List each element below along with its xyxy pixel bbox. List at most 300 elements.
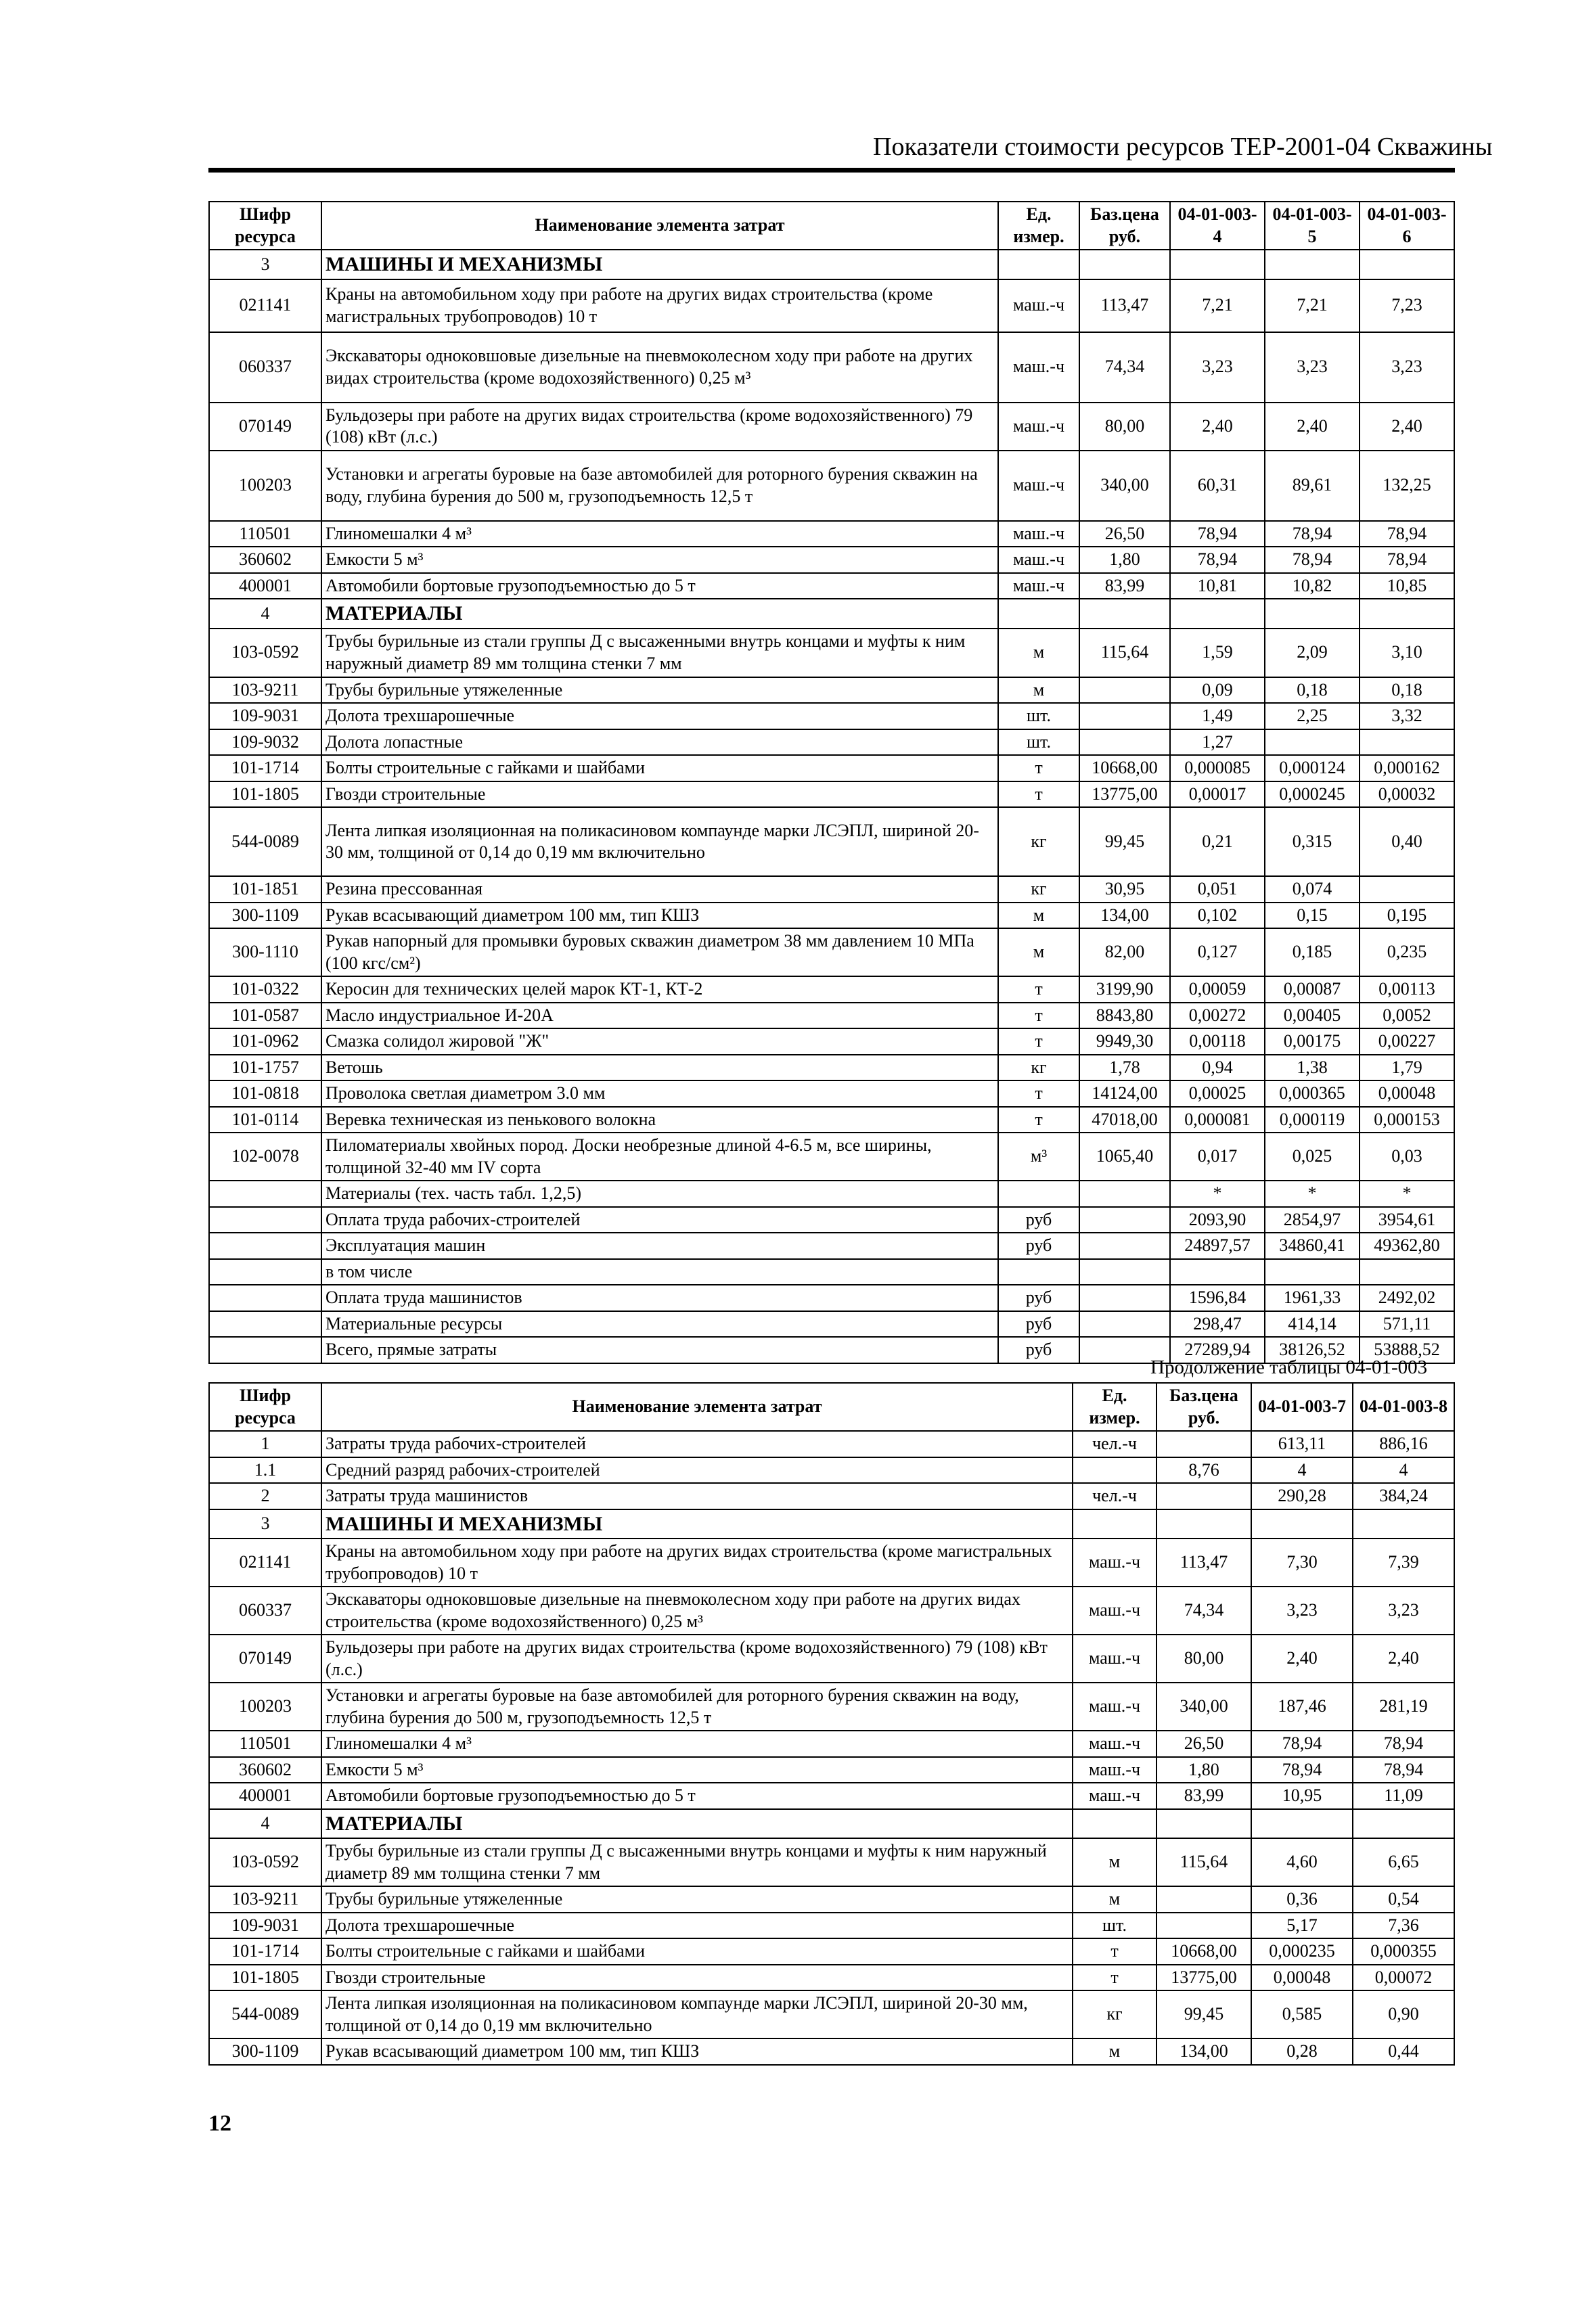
value-cell: 0,18 (1265, 677, 1360, 704)
value-cell: 1,78 (1079, 1055, 1170, 1081)
value-cell: 2,40 (1265, 403, 1360, 451)
value-cell: руб (998, 1337, 1079, 1363)
value-cell: м (1073, 1886, 1156, 1913)
table-row (209, 1483, 1454, 1509)
resource-code-cell: 109-9031 (209, 703, 321, 729)
cost-item-name-cell: Установки и агрегаты буровые на базе автомобилей для роторного бурения скважин на воду, глубина бурения до 500 м, грузоподъемность 12,5 т (321, 451, 998, 521)
value-cell: 3,23 (1360, 332, 1454, 403)
value-cell: кг (998, 876, 1079, 903)
cost-item-name-cell: Автомобили бортовые грузоподъемностью до 5 т (321, 1783, 1073, 1809)
resource-code-cell: 103-0592 (209, 1838, 321, 1886)
value-cell: 0,00175 (1265, 1028, 1360, 1055)
value-cell: руб (998, 1311, 1079, 1338)
value-cell: т (998, 755, 1079, 781)
cost-item-name-cell: Пиломатериалы хвойных пород. Доски необрезные длиной 4-6.5 м, все ширины, толщиной 32-40 мм IV сорта (321, 1133, 998, 1181)
value-cell: 0,40 (1360, 807, 1454, 876)
resource-code-cell: 110501 (209, 521, 321, 547)
value-cell: 1596,84 (1170, 1285, 1265, 1311)
value-cell: маш.-ч (1073, 1587, 1156, 1635)
column-header: 04-01-003-5 (1265, 202, 1360, 250)
cost-item-name-cell: Установки и агрегаты буровые на базе автомобилей для роторного бурения скважин на воду, глубина бурения до 500 м, грузоподъемность 12,5 т (321, 1683, 1073, 1731)
value-cell: м (998, 903, 1079, 929)
value-cell: 1065,40 (1079, 1133, 1170, 1181)
cost-item-name-cell: Оплата труда машинистов (321, 1285, 998, 1311)
table-row (209, 1965, 1454, 1991)
value-cell: 113,47 (1079, 279, 1170, 332)
value-cell: 74,34 (1079, 332, 1170, 403)
value-cell: 26,50 (1156, 1731, 1251, 1757)
resource-code-cell: 103-9211 (209, 677, 321, 704)
value-cell: 0,54 (1353, 1886, 1454, 1913)
value-cell: 2093,90 (1170, 1207, 1265, 1233)
resource-code-cell: 400001 (209, 573, 321, 599)
value-cell: 99,45 (1079, 807, 1170, 876)
value-cell (1156, 1809, 1251, 1839)
cost-item-name-cell: Материалы (тех. часть табл. 1,2,5) (321, 1181, 998, 1207)
value-cell: 78,94 (1170, 547, 1265, 573)
resource-code-cell: 103-0592 (209, 629, 321, 677)
resource-code-cell: 2 (209, 1483, 321, 1509)
value-cell: маш.-ч (998, 573, 1079, 599)
value-cell: 0,235 (1360, 928, 1454, 976)
value-cell: чел.-ч (1073, 1431, 1156, 1457)
resource-code-cell: 101-0587 (209, 1003, 321, 1029)
cost-item-name-cell: Керосин для технических целей марок КТ-1, КТ-2 (321, 976, 998, 1003)
resource-code-cell (209, 1285, 321, 1311)
value-cell (1156, 1431, 1251, 1457)
value-cell: 0,0052 (1360, 1003, 1454, 1029)
resource-code-cell: 400001 (209, 1783, 321, 1809)
value-cell: 4 (1353, 1457, 1454, 1484)
value-cell: 5,17 (1251, 1913, 1353, 1939)
value-cell: 3,23 (1251, 1587, 1353, 1635)
table-row (209, 903, 1454, 929)
value-cell (1251, 1509, 1353, 1539)
resource-code-cell: 544-0089 (209, 1990, 321, 2038)
cost-item-name-cell: Бульдозеры при работе на других видах строительства (кроме водохозяйственного) 79 (108) кВт (л.с.) (321, 1635, 1073, 1683)
value-cell: 0,00272 (1170, 1003, 1265, 1029)
table-row (209, 1783, 1454, 1809)
value-cell (1156, 1509, 1251, 1539)
resource-code-cell: 070149 (209, 403, 321, 451)
cost-item-name-cell: Экскаваторы одноковшовые дизельные на пневмоколесном ходу при работе на других видах строительства (кроме водохозяйственного) 0,25 м³ (321, 332, 998, 403)
value-cell: 7,23 (1360, 279, 1454, 332)
value-cell: 0,36 (1251, 1886, 1353, 1913)
value-cell: 0,000355 (1353, 1938, 1454, 1965)
table-row (209, 1207, 1454, 1233)
value-cell: 3,23 (1353, 1587, 1454, 1635)
cost-item-name-cell: Долота трехшарошечные (321, 1913, 1073, 1939)
value-cell: 83,99 (1156, 1783, 1251, 1809)
value-cell: 34860,41 (1265, 1233, 1360, 1259)
table-row (209, 1886, 1454, 1913)
value-cell: м (998, 677, 1079, 704)
value-cell: 2,25 (1265, 703, 1360, 729)
column-header: Ед. измер. (998, 202, 1079, 250)
value-cell: 11,09 (1353, 1783, 1454, 1809)
value-cell: 3199,90 (1079, 976, 1170, 1003)
cost-item-name-cell: Рукав всасывающий диаметром 100 мм, тип КШЗ (321, 2038, 1073, 2065)
value-cell: шт. (1073, 1913, 1156, 1939)
value-cell: 78,94 (1265, 547, 1360, 573)
table-row (209, 729, 1454, 756)
value-cell (1360, 1259, 1454, 1285)
value-cell: м (1073, 1838, 1156, 1886)
value-cell (1360, 876, 1454, 903)
cost-item-name-cell: Глиномешалки 4 м³ (321, 1731, 1073, 1757)
value-cell: 0,000162 (1360, 755, 1454, 781)
cost-item-name-cell: Болты строительные с гайками и шайбами (321, 755, 998, 781)
resource-code-cell: 101-1805 (209, 781, 321, 808)
value-cell: 187,46 (1251, 1683, 1353, 1731)
value-cell (1079, 1259, 1170, 1285)
value-cell: маш.-ч (998, 403, 1079, 451)
value-cell: 6,65 (1353, 1838, 1454, 1886)
value-cell: 132,25 (1360, 451, 1454, 521)
value-cell: 0,15 (1265, 903, 1360, 929)
resource-code-cell: 360602 (209, 547, 321, 573)
page-header-title: Показатели стоимости ресурсов ТЕР-2001-04 Скважины (873, 133, 1493, 161)
resource-code-cell (209, 1337, 321, 1363)
value-cell: 78,94 (1251, 1731, 1353, 1757)
value-cell: 0,94 (1170, 1055, 1265, 1081)
cost-item-name-cell: Материальные ресурсы (321, 1311, 998, 1338)
resource-code-cell: 101-1757 (209, 1055, 321, 1081)
resource-code-cell: 100203 (209, 451, 321, 521)
value-cell: 47018,00 (1079, 1107, 1170, 1133)
value-cell: 10,85 (1360, 573, 1454, 599)
value-cell: 2,40 (1170, 403, 1265, 451)
value-cell: 281,19 (1353, 1683, 1454, 1731)
value-cell: 10668,00 (1079, 755, 1170, 781)
table-row (209, 1990, 1454, 2038)
value-cell: 3,23 (1265, 332, 1360, 403)
value-cell (1156, 1913, 1251, 1939)
value-cell: 60,31 (1170, 451, 1265, 521)
value-cell: 298,47 (1170, 1311, 1265, 1338)
value-cell: 27289,94 (1170, 1337, 1265, 1363)
value-cell: 49362,80 (1360, 1233, 1454, 1259)
resource-code-cell: 1 (209, 1431, 321, 1457)
page-number: 12 (208, 2111, 231, 2136)
resource-code-cell: 103-9211 (209, 1886, 321, 1913)
cost-item-name-cell: Затраты труда машинистов (321, 1483, 1073, 1509)
header-rule (208, 168, 1455, 173)
value-cell: 0,00087 (1265, 976, 1360, 1003)
value-cell: 1,38 (1265, 1055, 1360, 1081)
value-cell: 571,11 (1360, 1311, 1454, 1338)
value-cell (1073, 1457, 1156, 1484)
resource-code-cell: 101-1714 (209, 1938, 321, 1965)
value-cell: м (1073, 2038, 1156, 2065)
value-cell: 2,09 (1265, 629, 1360, 677)
value-cell: 113,47 (1156, 1539, 1251, 1587)
table-row (209, 1913, 1454, 1939)
table-row (209, 1080, 1454, 1107)
cost-item-name-cell: Трубы бурильные утяжеленные (321, 677, 998, 704)
column-header: 04-01-003-8 (1353, 1383, 1454, 1431)
value-cell: 13775,00 (1079, 781, 1170, 808)
resource-code-cell (209, 1233, 321, 1259)
cost-item-name-cell: Веревка техническая из пенькового волокна (321, 1107, 998, 1133)
resource-code-cell: 3 (209, 250, 321, 279)
table-row (209, 876, 1454, 903)
cost-item-name-cell: Емкости 5 м³ (321, 547, 998, 573)
resource-code-cell: 1.1 (209, 1457, 321, 1484)
value-cell: маш.-ч (998, 547, 1079, 573)
value-cell: т (1073, 1938, 1156, 1965)
value-cell: 8,76 (1156, 1457, 1251, 1484)
value-cell: 1,80 (1156, 1757, 1251, 1783)
value-cell: маш.-ч (1073, 1635, 1156, 1683)
value-cell: 78,94 (1353, 1757, 1454, 1783)
resource-code-cell: 109-9031 (209, 1913, 321, 1939)
value-cell (1360, 729, 1454, 756)
resource-code-cell: 060337 (209, 332, 321, 403)
value-cell (998, 599, 1079, 629)
value-cell: 0,00025 (1170, 1080, 1265, 1107)
value-cell: 0,127 (1170, 928, 1265, 976)
table-row (209, 1431, 1454, 1457)
cost-item-name-cell: Оплата труда рабочих-строителей (321, 1207, 998, 1233)
value-cell: 10,81 (1170, 573, 1265, 599)
value-cell: 3,10 (1360, 629, 1454, 677)
cost-item-name-cell: Смазка солидол жировой "Ж" (321, 1028, 998, 1055)
value-cell: руб (998, 1233, 1079, 1259)
value-cell: 0,195 (1360, 903, 1454, 929)
cost-item-name-cell: Экскаваторы одноковшовые дизельные на пневмоколесном ходу при работе на других видах строительства (кроме водохозяйственного) 0,25 м³ (321, 1587, 1073, 1635)
value-cell (1073, 1809, 1156, 1839)
value-cell: 74,34 (1156, 1587, 1251, 1635)
value-cell: 0,44 (1353, 2038, 1454, 2065)
value-cell (998, 250, 1079, 279)
column-header: 04-01-003-6 (1360, 202, 1454, 250)
value-cell: 8843,80 (1079, 1003, 1170, 1029)
value-cell: 0,00113 (1360, 976, 1454, 1003)
table-row (209, 976, 1454, 1003)
cost-item-name-cell: МАШИНЫ И МЕХАНИЗМЫ (321, 1509, 1073, 1539)
resource-code-cell (209, 1259, 321, 1285)
value-cell (1079, 1207, 1170, 1233)
cost-item-name-cell: Трубы бурильные из стали группы Д с высаженными внутрь концами и муфты к ним наружный диаметр 89 мм толщина стенки 7 мм (321, 1838, 1073, 1886)
cost-item-name-cell: Трубы бурильные утяжеленные (321, 1886, 1073, 1913)
table-row (209, 250, 1454, 279)
value-cell: маш.-ч (1073, 1683, 1156, 1731)
cost-item-name-cell: МАШИНЫ И МЕХАНИЗМЫ (321, 250, 998, 279)
table-header-row (209, 1383, 1454, 1431)
table-row (209, 1635, 1454, 1683)
resource-code-cell: 3 (209, 1509, 321, 1539)
cost-item-name-cell: Лента липкая изоляционная на поликасиновом компаунде марки ЛСЭПЛ, шириной 20-30 мм, толщиной от 0,14 до 0,19 мм включительно (321, 807, 998, 876)
table-row (209, 573, 1454, 599)
cost-item-name-cell: Рукав всасывающий диаметром 100 мм, тип КШЗ (321, 903, 998, 929)
value-cell: 340,00 (1079, 451, 1170, 521)
value-cell (998, 1181, 1079, 1207)
table-row (209, 1509, 1454, 1539)
value-cell: 38126,52 (1265, 1337, 1360, 1363)
resource-code-cell: 4 (209, 1809, 321, 1839)
table-row (209, 332, 1454, 403)
column-header: Ед. измер. (1073, 1383, 1156, 1431)
cost-item-name-cell: в том числе (321, 1259, 998, 1285)
value-cell: руб (998, 1207, 1079, 1233)
value-cell: т (998, 976, 1079, 1003)
value-cell (1079, 703, 1170, 729)
cost-item-name-cell: Ветошь (321, 1055, 998, 1081)
value-cell: 115,64 (1079, 629, 1170, 677)
resource-code-cell: 100203 (209, 1683, 321, 1731)
value-cell (1265, 599, 1360, 629)
table-row (209, 547, 1454, 573)
table-row (209, 1003, 1454, 1029)
value-cell: 290,28 (1251, 1483, 1353, 1509)
value-cell: 26,50 (1079, 521, 1170, 547)
value-cell: 0,90 (1353, 1990, 1454, 2038)
value-cell: 1961,33 (1265, 1285, 1360, 1311)
resource-code-cell: 101-1851 (209, 876, 321, 903)
column-header: 04-01-003-7 (1251, 1383, 1353, 1431)
value-cell: 10,82 (1265, 573, 1360, 599)
column-header: Наименование элемента затрат (321, 1383, 1073, 1431)
table-row (209, 599, 1454, 629)
value-cell: 0,21 (1170, 807, 1265, 876)
value-cell: 613,11 (1251, 1431, 1353, 1457)
value-cell: т (998, 781, 1079, 808)
value-cell: 414,14 (1265, 1311, 1360, 1338)
value-cell: 340,00 (1156, 1683, 1251, 1731)
value-cell (1079, 250, 1170, 279)
resource-code-cell: 101-0322 (209, 976, 321, 1003)
value-cell: 0,00048 (1360, 1080, 1454, 1107)
resource-code-cell: 101-1714 (209, 755, 321, 781)
resource-code-cell: 360602 (209, 1757, 321, 1783)
value-cell: 78,94 (1265, 521, 1360, 547)
value-cell: 2854,97 (1265, 1207, 1360, 1233)
cost-item-name-cell: Глиномешалки 4 м³ (321, 521, 998, 547)
cost-item-name-cell: Масло индустриальное И-20А (321, 1003, 998, 1029)
resource-code-cell: 300-1109 (209, 903, 321, 929)
value-cell: кг (1073, 1990, 1156, 2038)
table-header-row (209, 202, 1454, 250)
value-cell (1079, 677, 1170, 704)
value-cell: 1,49 (1170, 703, 1265, 729)
cost-item-name-cell: Проволока светлая диаметром 3.0 мм (321, 1080, 998, 1107)
value-cell: 0,000235 (1251, 1938, 1353, 1965)
continuation-caption: Продолжение таблицы 04-01-003 (1150, 1357, 1428, 1378)
resource-code-cell: 101-0114 (209, 1107, 321, 1133)
table-row (209, 1809, 1454, 1839)
value-cell: 0,03 (1360, 1133, 1454, 1181)
value-cell: 0,09 (1170, 677, 1265, 704)
value-cell: 0,18 (1360, 677, 1454, 704)
value-cell: 78,94 (1353, 1731, 1454, 1757)
resource-code-cell: 300-1109 (209, 2038, 321, 2065)
value-cell: маш.-ч (998, 279, 1079, 332)
value-cell (1079, 729, 1170, 756)
value-cell (1170, 1259, 1265, 1285)
value-cell: маш.-ч (1073, 1539, 1156, 1587)
value-cell: шт. (998, 729, 1079, 756)
value-cell: т (998, 1028, 1079, 1055)
value-cell: шт. (998, 703, 1079, 729)
value-cell: 0,051 (1170, 876, 1265, 903)
value-cell: 4 (1251, 1457, 1353, 1484)
table-row (209, 2038, 1454, 2065)
value-cell: 0,00032 (1360, 781, 1454, 808)
value-cell: 3,32 (1360, 703, 1454, 729)
value-cell: 24897,57 (1170, 1233, 1265, 1259)
table-row (209, 781, 1454, 808)
value-cell: 7,39 (1353, 1539, 1454, 1587)
value-cell: 80,00 (1156, 1635, 1251, 1683)
value-cell: 0,017 (1170, 1133, 1265, 1181)
value-cell: т (998, 1107, 1079, 1133)
column-header: Баз.цена руб. (1156, 1383, 1251, 1431)
value-cell: 0,185 (1265, 928, 1360, 976)
value-cell: 0,000124 (1265, 755, 1360, 781)
value-cell: т (998, 1080, 1079, 1107)
cost-item-name-cell: Эксплуатация машин (321, 1233, 998, 1259)
resource-code-cell: 101-0818 (209, 1080, 321, 1107)
value-cell (1079, 1311, 1170, 1338)
value-cell: 0,000085 (1170, 755, 1265, 781)
value-cell: маш.-ч (1073, 1731, 1156, 1757)
table-row (209, 1731, 1454, 1757)
resource-code-cell (209, 1181, 321, 1207)
value-cell: маш.-ч (998, 332, 1079, 403)
value-cell: 10668,00 (1156, 1938, 1251, 1965)
cost-item-name-cell: Краны на автомобильном ходу при работе на других видах строительства (кроме магистральных трубопроводов) 10 т (321, 1539, 1073, 1587)
value-cell: 7,36 (1353, 1913, 1454, 1939)
table-row (209, 807, 1454, 876)
value-cell: 9949,30 (1079, 1028, 1170, 1055)
resource-code-cell (209, 1311, 321, 1338)
cost-item-name-cell: Всего, прямые затраты (321, 1337, 998, 1363)
resource-code-cell: 101-0962 (209, 1028, 321, 1055)
resource-code-cell: 109-9032 (209, 729, 321, 756)
value-cell: 2,40 (1353, 1635, 1454, 1683)
table-row (209, 703, 1454, 729)
value-cell: * (1170, 1181, 1265, 1207)
resource-code-cell: 060337 (209, 1587, 321, 1635)
resource-code-cell: 4 (209, 599, 321, 629)
resource-code-cell: 070149 (209, 1635, 321, 1683)
value-cell: 0,00405 (1265, 1003, 1360, 1029)
value-cell: 82,00 (1079, 928, 1170, 976)
value-cell: 1,59 (1170, 629, 1265, 677)
value-cell: кг (998, 1055, 1079, 1081)
value-cell: 1,80 (1079, 547, 1170, 573)
table-row (209, 1133, 1454, 1181)
value-cell: маш.-ч (1073, 1757, 1156, 1783)
value-cell (1156, 1886, 1251, 1913)
table-row (209, 1838, 1454, 1886)
resource-code-cell: 300-1110 (209, 928, 321, 976)
cost-item-name-cell: Рукав напорный для промывки буровых скважин диаметром 38 мм давлением 10 МПа (100 кгс/см²) (321, 928, 998, 976)
value-cell: т (1073, 1965, 1156, 1991)
value-cell: 3954,61 (1360, 1207, 1454, 1233)
value-cell: 14124,00 (1079, 1080, 1170, 1107)
cost-item-name-cell: Средний разряд рабочих-строителей (321, 1457, 1073, 1484)
value-cell: * (1360, 1181, 1454, 1207)
value-cell: 134,00 (1156, 2038, 1251, 2065)
table-row (209, 1259, 1454, 1285)
column-header: Баз.цена руб. (1079, 202, 1170, 250)
value-cell: 7,21 (1170, 279, 1265, 332)
table-row (209, 677, 1454, 704)
value-cell: 0,00118 (1170, 1028, 1265, 1055)
table-row (209, 629, 1454, 677)
